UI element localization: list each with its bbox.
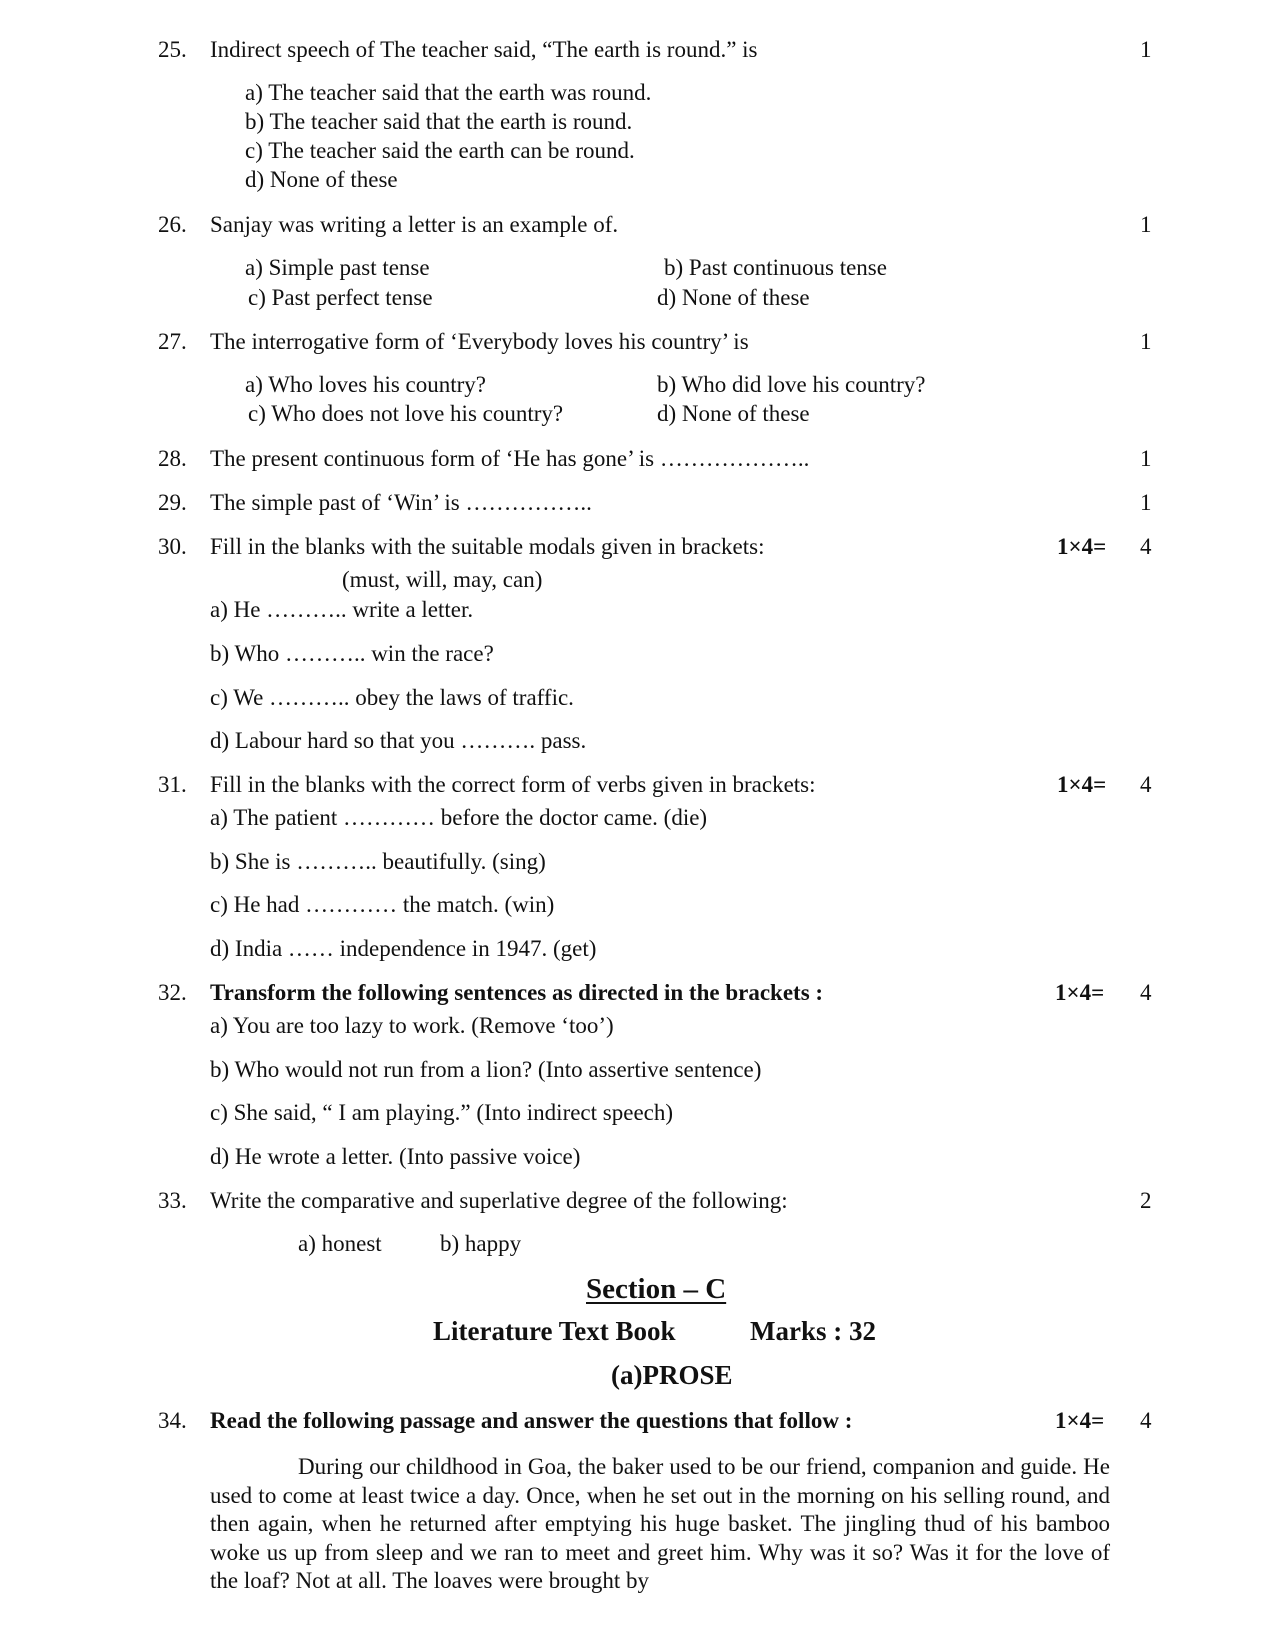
question-number: 28. <box>158 446 187 471</box>
option-c: c) The teacher said the earth can be round. <box>245 138 635 163</box>
question-marks: 1 <box>1140 329 1152 354</box>
question-text: The interrogative form of ‘Everybody loves his country’ is <box>210 329 749 354</box>
question-number: 30. <box>158 534 187 559</box>
option-d: d) None of these <box>245 167 398 192</box>
question-number: 26. <box>158 212 187 237</box>
transform-item: c) She said, “ I am playing.” (Into indirect speech) <box>210 1100 674 1125</box>
blank-item: d) India …… independence in 1947. (get) <box>210 936 597 961</box>
question-number: 33. <box>158 1188 187 1213</box>
question-text: Transform the following sentences as directed in the brackets : <box>210 980 824 1005</box>
section-subtitle: Literature Text Book <box>433 1316 676 1346</box>
option-d: d) None of these <box>657 285 810 310</box>
question-text: Indirect speech of The teacher said, “The earth is round.” is <box>210 37 758 62</box>
question-marks: 4 <box>1140 772 1152 797</box>
question-number: 25. <box>158 37 187 62</box>
transform-item: d) He wrote a letter. (Into passive voice) <box>210 1144 581 1169</box>
option-b: b) Who did love his country? <box>657 372 926 397</box>
question-text: The simple past of ‘Win’ is …………….. <box>210 490 592 515</box>
question-marks: 4 <box>1140 534 1152 559</box>
option-a: a) honest <box>298 1231 382 1256</box>
question-text: Fill in the blanks with the correct form of verbs given in brackets: <box>210 772 816 797</box>
option-c: c) Who does not love his country? <box>248 401 564 426</box>
blank-item: a) He ……….. write a letter. <box>210 597 474 622</box>
section-part: (a)PROSE <box>611 1360 733 1390</box>
question-number: 34. <box>158 1408 187 1433</box>
question-text: Write the comparative and superlative degree of the following: <box>210 1188 788 1213</box>
question-text: Read the following passage and answer the questions that follow : <box>210 1408 853 1433</box>
blank-item: a) The patient ………… before the doctor came. (die) <box>210 805 708 830</box>
question-number: 27. <box>158 329 187 354</box>
transform-item: b) Who would not run from a lion? (Into assertive sentence) <box>210 1057 762 1082</box>
blank-item: d) Labour hard so that you ………. pass. <box>210 728 587 753</box>
question-number: 32. <box>158 980 187 1005</box>
option-c: c) Past perfect tense <box>248 285 433 310</box>
option-d: d) None of these <box>657 401 810 426</box>
marks-multiplier: 1×4= <box>1055 980 1105 1005</box>
marks-multiplier: 1×4= <box>1057 534 1107 559</box>
question-number: 31. <box>158 772 187 797</box>
blank-item: b) She is ……….. beautifully. (sing) <box>210 849 546 874</box>
question-marks: 2 <box>1140 1188 1152 1213</box>
option-a: a) Who loves his country? <box>245 372 487 397</box>
question-marks: 1 <box>1140 490 1152 515</box>
question-text: The present continuous form of ‘He has gone’ is ……………….. <box>210 446 810 471</box>
marks-multiplier: 1×4= <box>1057 772 1107 797</box>
section-title: Section – C <box>586 1273 727 1305</box>
marks-multiplier: 1×4= <box>1055 1408 1105 1433</box>
modal-hint: (must, will, may, can) <box>342 567 543 592</box>
question-number: 29. <box>158 490 187 515</box>
transform-item: a) You are too lazy to work. (Remove ‘too’) <box>210 1013 614 1038</box>
option-b: b) The teacher said that the earth is round. <box>245 109 633 134</box>
question-marks: 4 <box>1140 1408 1152 1433</box>
question-marks: 1 <box>1140 212 1152 237</box>
option-a: a) The teacher said that the earth was round. <box>245 80 652 105</box>
question-text: Fill in the blanks with the suitable modals given in brackets: <box>210 534 765 559</box>
option-b: b) happy <box>440 1231 522 1256</box>
question-text: Sanjay was writing a letter is an example of. <box>210 212 619 237</box>
option-a: a) Simple past tense <box>245 255 430 280</box>
blank-item: c) He had ………… the match. (win) <box>210 892 555 917</box>
blank-item: c) We ……….. obey the laws of traffic. <box>210 685 574 710</box>
question-marks: 1 <box>1140 37 1152 62</box>
reading-passage: During our childhood in Goa, the baker used to be our friend, companion and guide. He used to come at least twice a day. Once, when he set out in the morning on his selling round, and then again, when he returned after emptying his huge basket. The jingling thud of his bamboo woke us up from sleep and we ran to meet and greet him. Why was it so? Was it for the love of the loaf? Not at all. The loaves were brought by <box>210 1454 1110 1593</box>
question-marks: 4 <box>1140 980 1152 1005</box>
question-marks: 1 <box>1140 446 1152 471</box>
section-marks: Marks : 32 <box>750 1316 876 1346</box>
option-b: b) Past continuous tense <box>664 255 887 280</box>
blank-item: b) Who ……….. win the race? <box>210 641 494 666</box>
